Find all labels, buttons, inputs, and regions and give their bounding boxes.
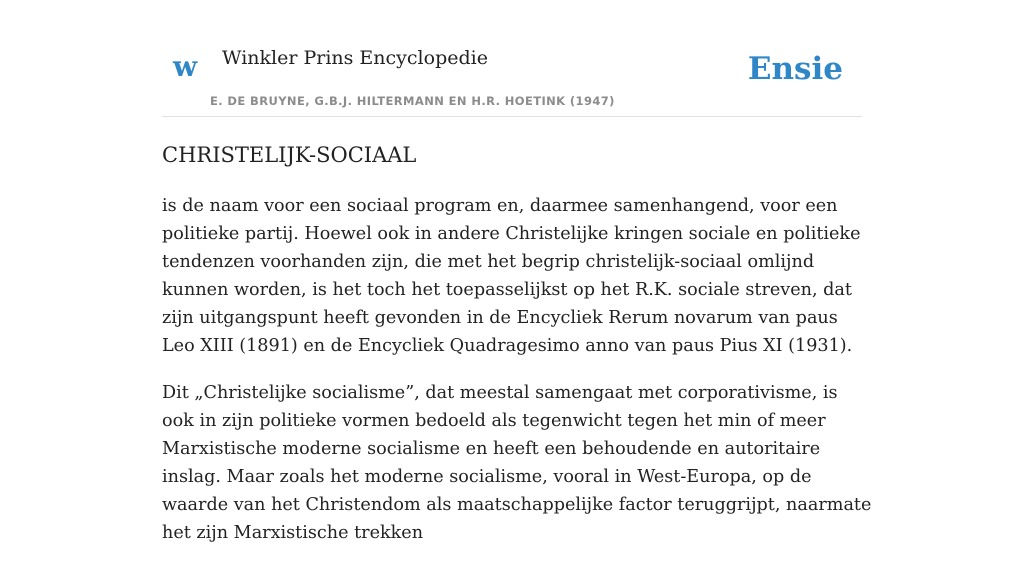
publication-title[interactable]: Winkler Prins Encyclopedie (222, 47, 488, 69)
article-paragraph: is de naam voor een sociaal program en, daarmee samenhangend, voor een politieke partij. Hoewel ook in andere Christelijke kringen sociale en politieke tendenzen voorhanden zijn, die met het begrip christelijk-sociaal omlijnd kunnen worden, is het toch het toepasselijkst op het R.K. sociale streven, dat zijn uitgangspunt heeft gevonden in de Encycliek Rerum novarum van paus Leo XIII (1891) en de Encycliek Quadragesimo anno van paus Pius XI (1931). (162, 196, 861, 356)
site-header (162, 0, 862, 117)
publication-authors: E. DE BRUYNE, G.B.J. HILTERMANN EN H.R. HOETINK (1947) (210, 94, 615, 108)
publication-logo-icon[interactable]: w (173, 50, 198, 83)
article-title: CHRISTELIJK-SOCIAAL (162, 143, 417, 167)
ensie-logo-link[interactable]: Ensie (747, 51, 843, 87)
article-body (162, 192, 874, 566)
article-paragraph: Dit „Christelijke socialisme”, dat meestal samengaat met corporativisme, is ook in zijn politieke vormen bedoeld als tegenwicht tegen het min of meer Marxistische moderne socialisme en heeft een behoudende en autoritaire inslag. Maar zoals het moderne socialisme, vooral in West-Europa, op de waarde van het Christendom als maatschappelijke factor teruggrijpt, naarmate het zijn Marxistische trekken (162, 383, 872, 543)
